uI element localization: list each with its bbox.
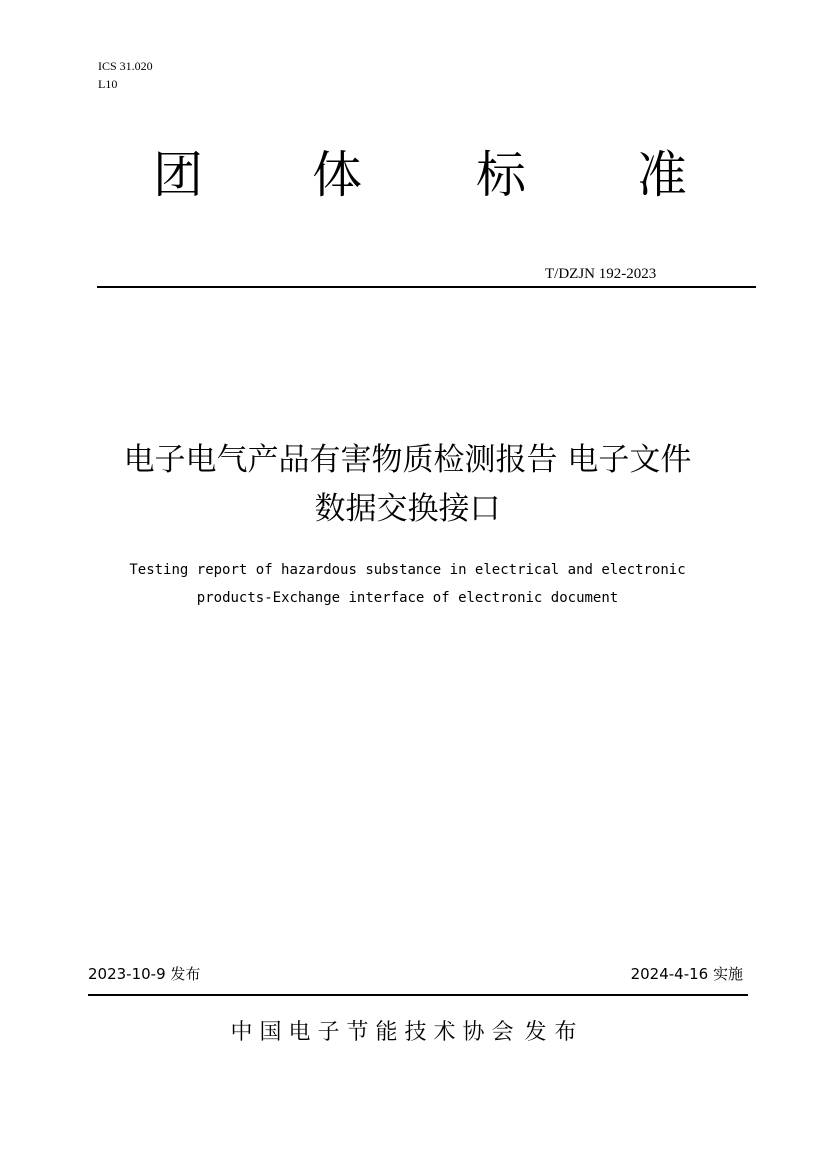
release-date: 2023-10-9 发布 <box>88 965 201 983</box>
publisher-action: 发布 <box>524 1020 585 1045</box>
header-divider <box>97 286 756 288</box>
title-cn-line-2: 数据交换接口 <box>314 491 501 527</box>
title-cn-line-1: 电子电气产品有害物质检测报告 电子文件 <box>123 442 692 478</box>
standard-number: T/DZJN 192-2023 <box>545 266 657 282</box>
standard-type-char-4: 准 <box>637 146 687 204</box>
standard-type-char-2: 体 <box>312 146 362 204</box>
publisher-line <box>0 1015 815 1051</box>
footer-divider <box>88 994 748 996</box>
implementation-date: 2024-4-16 实施 <box>630 965 743 983</box>
publisher-organization: 中国电子节能技术协会 <box>230 1020 521 1045</box>
title-en-line-2: products-Exchange interface of electronic document <box>196 590 619 606</box>
ics-code: ICS 31.020 <box>98 59 153 73</box>
standard-type-char-3: 标 <box>476 146 526 204</box>
ccs-code: L10 <box>98 77 118 91</box>
title-en-line-1: Testing report of hazardous substance in electrical and electronic <box>129 562 686 578</box>
standard-type-char-1: 团 <box>153 146 203 204</box>
classification-codes <box>98 57 153 93</box>
